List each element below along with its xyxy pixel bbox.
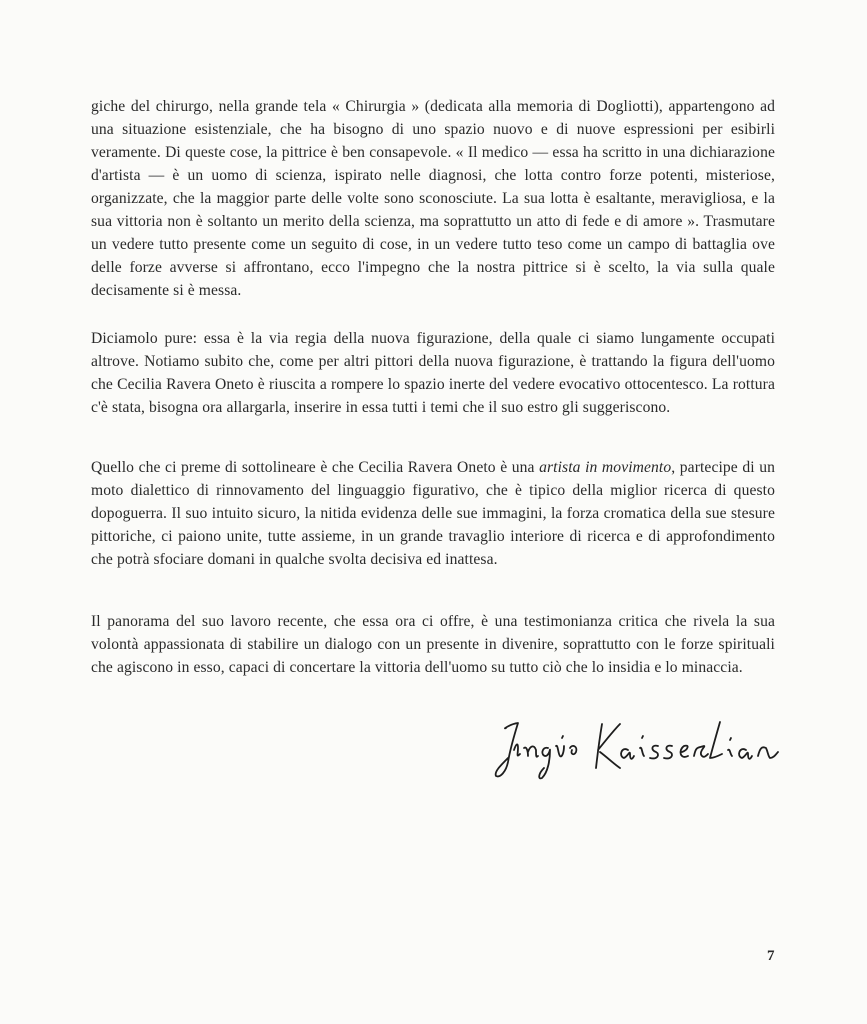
handwritten-signature <box>492 706 782 786</box>
paragraph-3 <box>91 456 775 571</box>
paragraph-1: giche del chirurgo, nella grande tela « Chirurgia » (dedicata alla memoria di Dogliotti), appartengono ad una situazione esistenziale, che ha bisogno di uno spazio nuovo e di nuove espressioni per esibirli veramente. Di queste cose, la pittrice è ben consapevole. « Il medico — essa ha scritto in una dichiarazione d'artista — è un uomo di scienza, ispirato nelle diagnosi, che lotta contro forze potenti, misteriose, organizzate, che la maggior parte delle volte sono sconosciute. La sua lotta è esaltante, meravigliosa, e la sua vittoria non è soltanto un merito della scienza, ma soprattutto un atto di fede e di amore ». Trasmutare un vedere tutto presente come un seguito di cose, in un vedere tutto teso come un campo di battaglia ove delle forze avverse si affrontano, ecco l'impegno che la nostra pittrice si è scelto, la via sulla quale decisamente si è messa. <box>91 98 775 299</box>
italic-phrase: artista in movimento <box>539 459 672 476</box>
paragraph-3-part-1: Quello che ci preme di sottolineare è che Cecilia Ravera Oneto è una <box>91 459 540 476</box>
paragraph-2: Diciamolo pure: essa è la via regia della nuova figurazione, della quale ci siamo lungamente occupati altrove. Notiamo subito che, come per altri pittori della nuova figurazione, è trattando la figura dell'uomo che Cecilia Ravera Oneto è riuscita a rompere lo spazio inerte del vedere evocativo ottocentesco. La rottura c'è stata, bisogna ora allargarla, inserire in essa tutti i temi che il suo estro gli suggeriscono. <box>91 330 775 416</box>
paragraph-3-part-2: , partecipe di un moto dialettico di rinnovamento del linguaggio figurativo, che è tipico della miglior ricerca di questo dopoguerra. Il suo intuito sicuro, la nitida evidenza delle sue immagini, la forza cromatica della sue stesure pittoriche, ci paiono unite, tutte assieme, in un grande travaglio interiore di ricerca e di approfondimento che potrà sfociare domani in qualche svolta decisiva ed inattesa. <box>91 459 776 568</box>
page-number: 7 <box>767 948 775 964</box>
paragraph-4: Il panorama del suo lavoro recente, che essa ora ci offre, è una testimonianza critica che rivela la sua volontà appassionata di stabilire un dialogo con un presente in divenire, soprattutto con le forze spirituali che agiscono in esso, capaci di concertare la vittoria dell'uomo su tutto ciò che lo insidia e lo minaccia. <box>91 613 775 676</box>
